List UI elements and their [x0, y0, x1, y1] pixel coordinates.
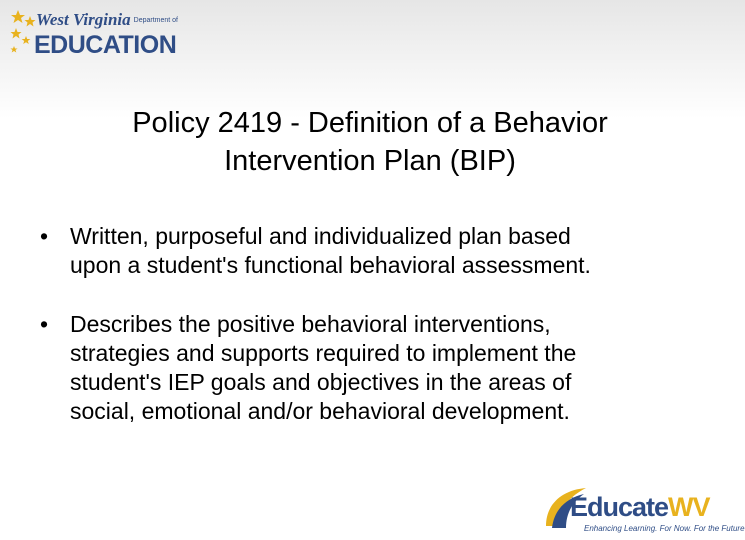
- wv-education-wordmark: EDUCATION: [34, 31, 177, 59]
- wv-state-line: [36, 10, 178, 30]
- slide-title-line: Policy 2419 - Definition of a Behavior: [132, 107, 608, 139]
- bullet-list: [40, 222, 680, 456]
- wv-education-logo: [6, 4, 176, 66]
- educate-text: Educate: [570, 492, 669, 522]
- bullet-text-line: strategies and supports required to implement the: [70, 340, 577, 366]
- bullet-text-line: student's IEP goals and objectives in the areas of: [70, 369, 572, 395]
- bullet-text-line: upon a student's functional behavioral assessment.: [70, 252, 591, 278]
- bullet-dot-icon: •: [40, 311, 49, 337]
- bullet-text-line: Written, purposeful and individualized plan based: [70, 223, 571, 249]
- educatewv-tagline: Enhancing Learning. For Now. For the Future: [584, 524, 745, 533]
- bullet-dot-icon: •: [40, 223, 49, 249]
- bullet-item: [40, 222, 680, 280]
- wv-state-name: West Virginia: [36, 10, 131, 29]
- educatewv-logo: [540, 482, 745, 538]
- educatewv-wordmark: [570, 492, 710, 523]
- bullet-text-line: social, emotional and/or behavioral development.: [70, 398, 570, 424]
- wv-department-label: Department of: [133, 16, 178, 24]
- slide-title: [60, 104, 680, 180]
- bullet-item: [40, 310, 680, 426]
- wv-text: WV: [668, 492, 710, 522]
- bullet-text-line: Describes the positive behavioral interventions,: [70, 311, 551, 337]
- slide-title-line: Intervention Plan (BIP): [224, 145, 516, 177]
